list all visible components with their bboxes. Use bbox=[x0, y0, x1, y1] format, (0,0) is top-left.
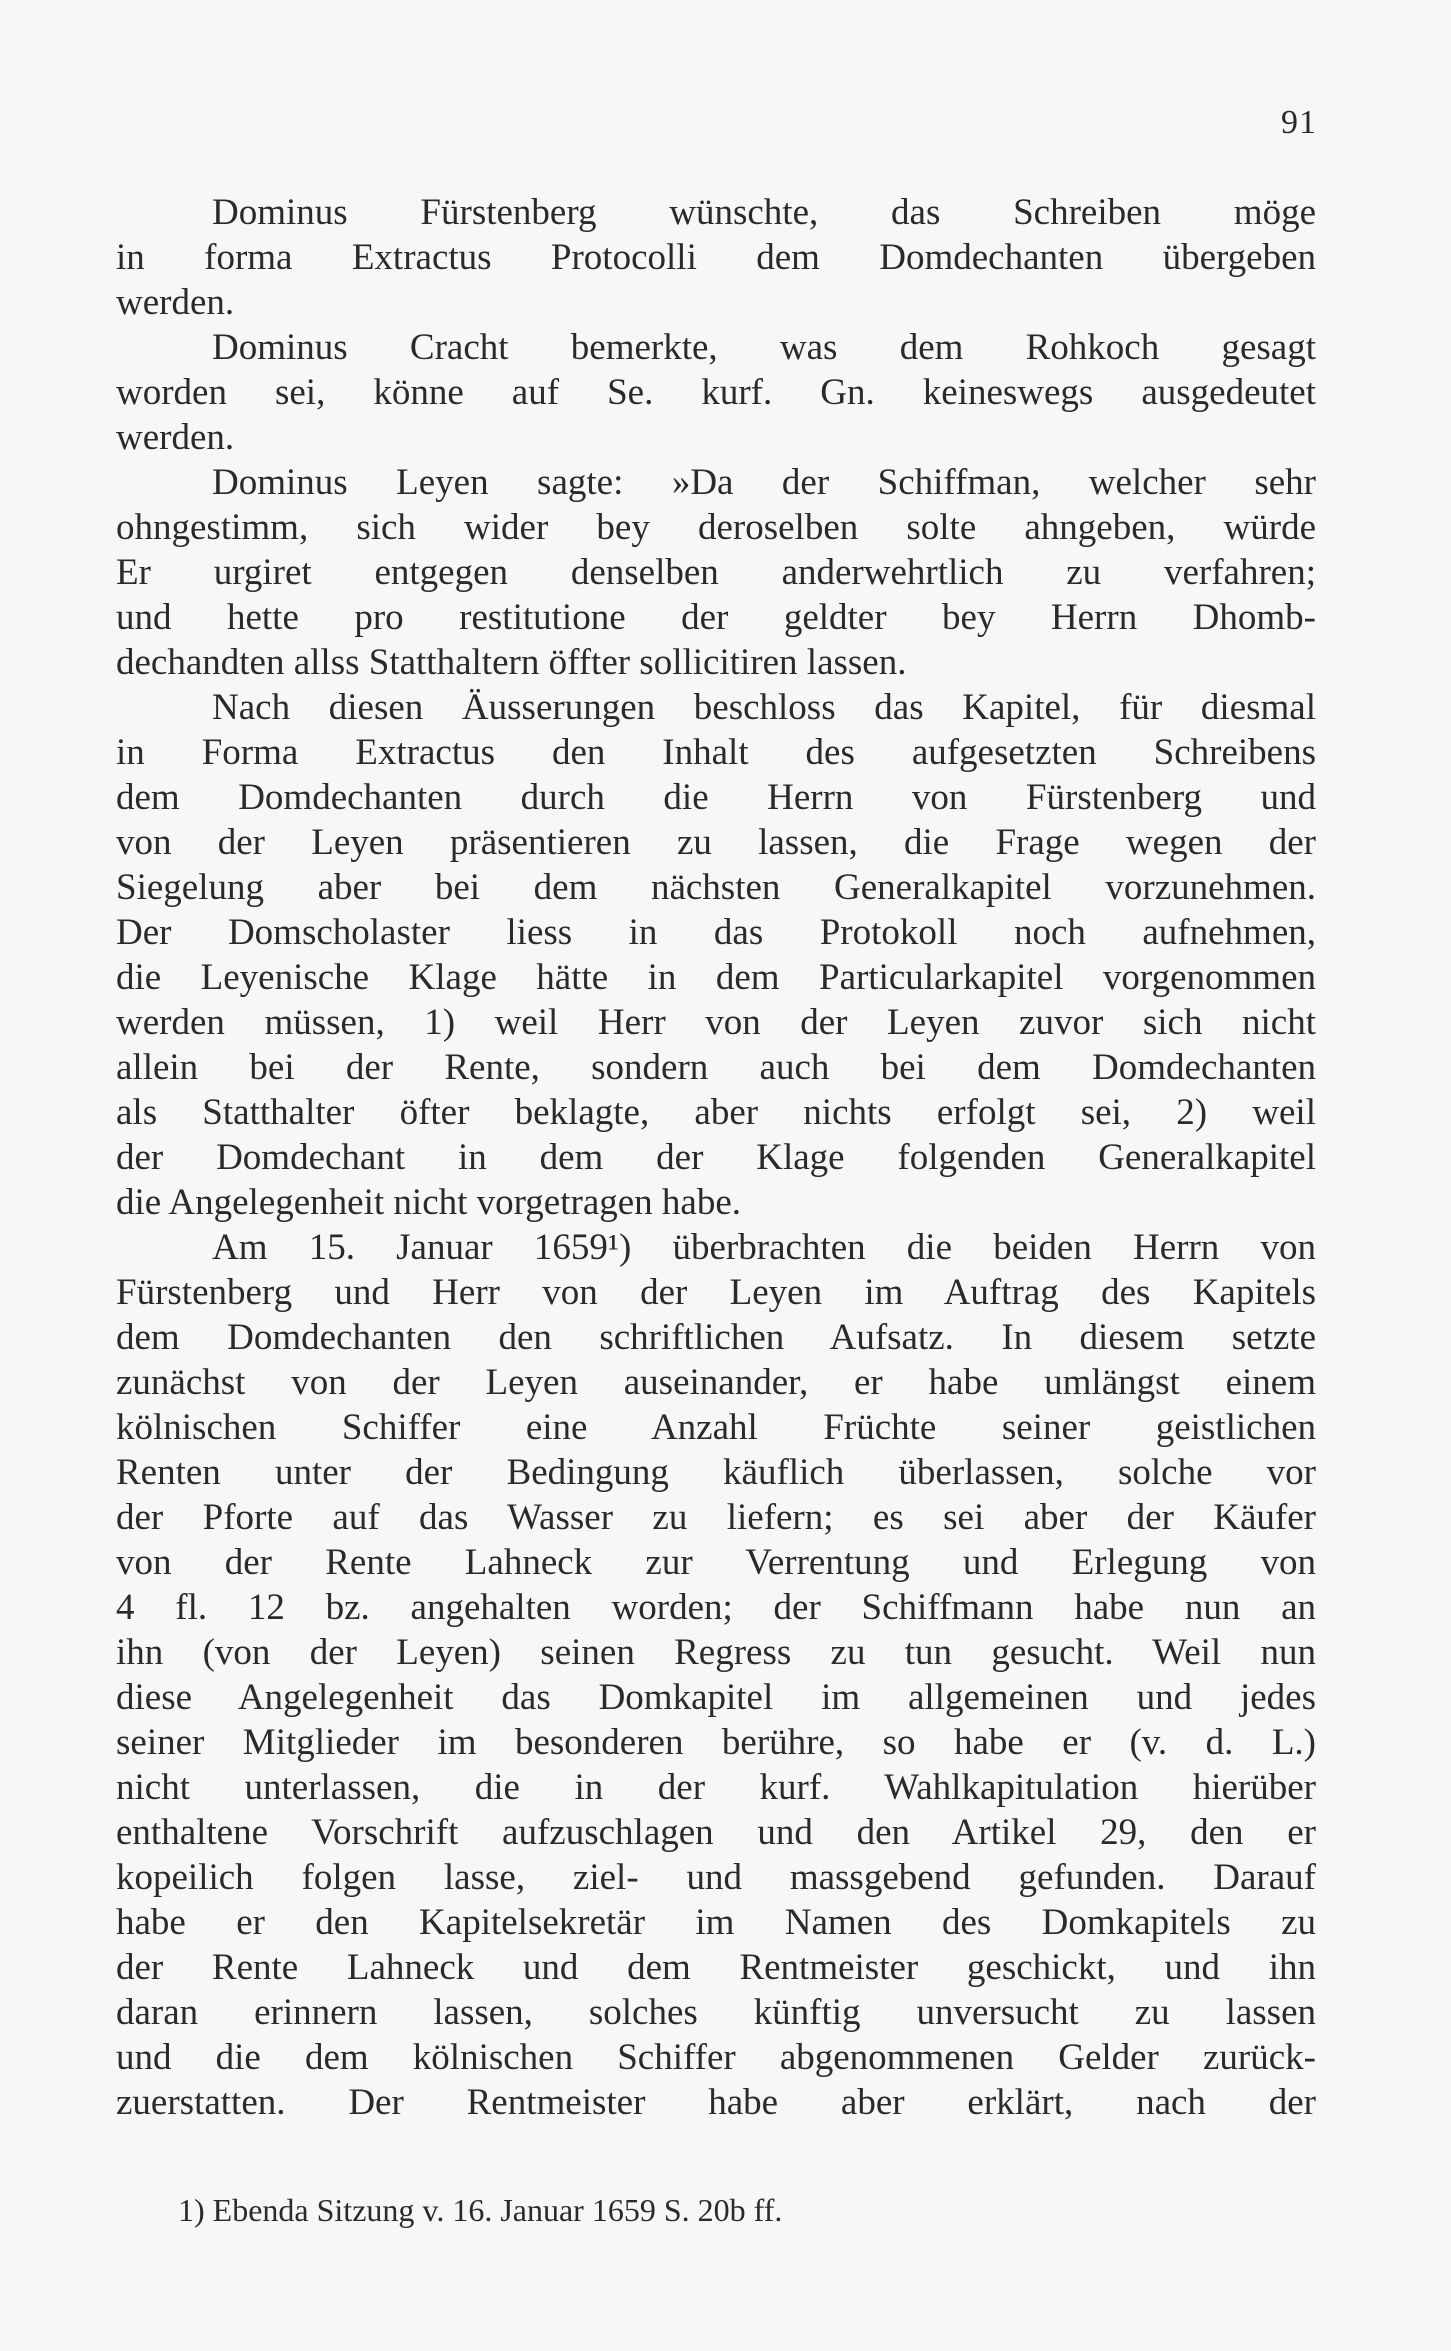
text-line: von der Rente Lahneck zur Verrentung und Erlegung von bbox=[116, 1542, 1316, 1583]
text-line: Am 15. Januar 1659¹) überbrachten die beiden Herrn von bbox=[212, 1227, 1316, 1268]
text-line: in Forma Extractus den Inhalt des aufgesetzten Schreibens bbox=[116, 732, 1316, 773]
text-line: ohngestimm, sich wider bey deroselben solte ahngeben, würde bbox=[116, 507, 1316, 548]
text-line: der Domdechant in dem der Klage folgenden Generalkapitel bbox=[116, 1137, 1316, 1178]
text-line: Fürstenberg und Herr von der Leyen im Auftrag des Kapitels bbox=[116, 1272, 1316, 1313]
text-line: ihn (von der Leyen) seinen Regress zu tun gesucht. Weil nun bbox=[116, 1632, 1316, 1673]
text-line: als Statthalter öfter beklagte, aber nichts erfolgt sei, 2) weil bbox=[116, 1092, 1316, 1133]
text-line: worden sei, könne auf Se. kurf. Gn. keineswegs ausgedeutet bbox=[116, 372, 1316, 413]
text-line: Dominus Leyen sagte: »Da der Schiffman, welcher sehr bbox=[212, 462, 1316, 503]
text-line: dem Domdechanten den schriftlichen Aufsatz. In diesem setzte bbox=[116, 1317, 1316, 1358]
text-line: dem Domdechanten durch die Herrn von Fürstenberg und bbox=[116, 777, 1316, 818]
text-line: allein bei der Rente, sondern auch bei dem Domdechanten bbox=[116, 1047, 1316, 1088]
text-line: Dominus Cracht bemerkte, was dem Rohkoch gesagt bbox=[212, 327, 1316, 368]
text-line: die Angelegenheit nicht vorgetragen habe. bbox=[116, 1182, 742, 1223]
text-line: enthaltene Vorschrift aufzuschlagen und den Artikel 29, den er bbox=[116, 1812, 1316, 1853]
text-line: der Pforte auf das Wasser zu liefern; es sei aber der Käufer bbox=[116, 1497, 1316, 1538]
text-line: werden müssen, 1) weil Herr von der Leyen zuvor sich nicht bbox=[116, 1002, 1316, 1043]
text-line: seiner Mitglieder im besonderen berühre, so habe er (v. d. L.) bbox=[116, 1722, 1316, 1763]
text-line: Siegelung aber bei dem nächsten Generalkapitel vorzunehmen. bbox=[116, 867, 1316, 908]
text-line: von der Leyen präsentieren zu lassen, die Frage wegen der bbox=[116, 822, 1316, 863]
text-line: werden. bbox=[116, 417, 235, 458]
text-line: Renten unter der Bedingung käuflich überlassen, solche vor bbox=[116, 1452, 1316, 1493]
text-line: werden. bbox=[116, 282, 235, 323]
text-line: Dominus Fürstenberg wünschte, das Schreiben möge bbox=[212, 192, 1316, 233]
text-line: kölnischen Schiffer eine Anzahl Früchte seiner geistlichen bbox=[116, 1407, 1316, 1448]
text-line: nicht unterlassen, die in der kurf. Wahlkapitulation hierüber bbox=[116, 1767, 1316, 1808]
text-line: Nach diesen Äusserungen beschloss das Kapitel, für diesmal bbox=[212, 687, 1316, 728]
text-line: und hette pro restitutione der geldter bey Herrn Dhomb- bbox=[116, 597, 1316, 638]
text-line: Er urgiret entgegen denselben anderwehrtlich zu verfahren; bbox=[116, 552, 1316, 593]
text-line: Der Domscholaster liess in das Protokoll noch aufnehmen, bbox=[116, 912, 1316, 953]
text-line: in forma Extractus Protocolli dem Domdechanten übergeben bbox=[116, 237, 1316, 278]
body-text bbox=[116, 190, 1316, 2125]
text-line: die Leyenische Klage hätte in dem Particularkapitel vorgenommen bbox=[116, 957, 1316, 998]
text-line: daran erinnern lassen, solches künftig unversucht zu lassen bbox=[116, 1992, 1316, 2033]
text-line: habe er den Kapitelsekretär im Namen des Domkapitels zu bbox=[116, 1902, 1316, 1943]
text-line: zuerstatten. Der Rentmeister habe aber erklärt, nach der bbox=[116, 2082, 1316, 2123]
text-line: dechandten allss Statthaltern öffter sollicitiren lassen. bbox=[116, 642, 907, 683]
footnote: 1) Ebenda Sitzung v. 16. Januar 1659 S. 20b ff. bbox=[178, 2192, 783, 2228]
text-line: zunächst von der Leyen auseinander, er habe umlängst einem bbox=[116, 1362, 1316, 1403]
text-line: diese Angelegenheit das Domkapitel im allgemeinen und jedes bbox=[116, 1677, 1316, 1718]
text-line: und die dem kölnischen Schiffer abgenommenen Gelder zurück- bbox=[116, 2037, 1316, 2078]
text-line: kopeilich folgen lasse, ziel- und massgebend gefunden. Darauf bbox=[116, 1857, 1316, 1898]
text-line: 4 fl. 12 bz. angehalten worden; der Schiffmann habe nun an bbox=[116, 1587, 1316, 1628]
page-number: 91 bbox=[1281, 104, 1317, 141]
text-line: der Rente Lahneck und dem Rentmeister geschickt, und ihn bbox=[116, 1947, 1316, 1988]
